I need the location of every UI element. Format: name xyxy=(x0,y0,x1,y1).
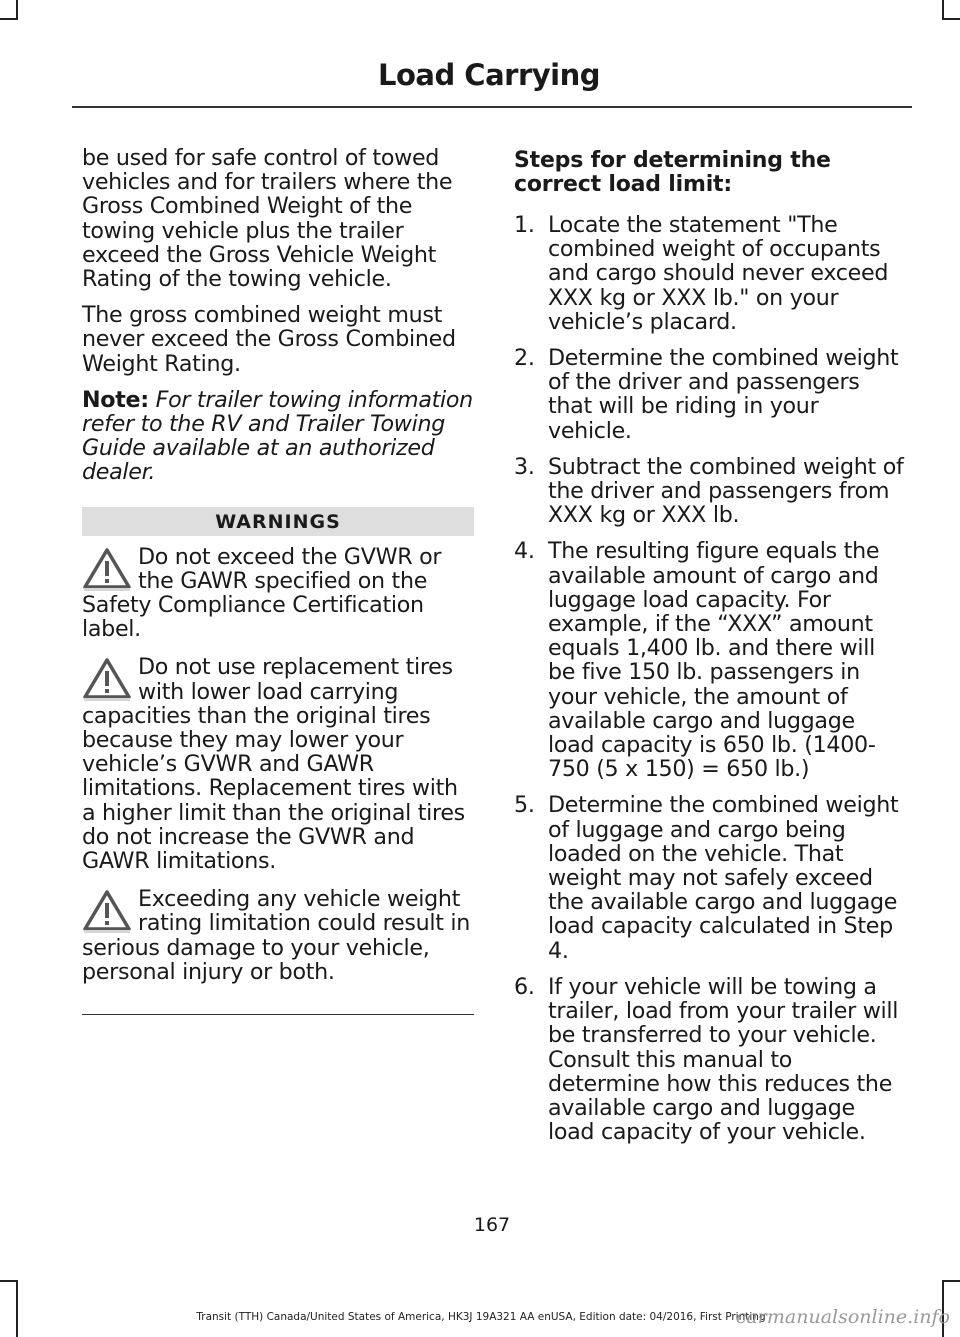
warnings-end-rule xyxy=(82,1014,474,1015)
warnings-heading: WARNINGS xyxy=(82,507,474,536)
crop-mark-top-right-h xyxy=(942,18,960,20)
list-item xyxy=(514,975,906,1144)
step-text: Determine the combined weight of the driver and passengers that will be riding in your vehicle. xyxy=(548,345,899,444)
warning-text: Do not use replacement tires with lower load carrying capacities than the original tires because they may lower your vehicle’s GVWR and GAWR limitations. Replacement tires with a higher limit than the original tires do not increase the GVWR and GAWR limitations. xyxy=(82,654,465,875)
steps-heading: Steps for determining the correct load limit: xyxy=(514,148,831,197)
warning-exceeding-weight-rating xyxy=(82,887,474,984)
crop-mark-bottom-right-h xyxy=(942,1280,960,1282)
step-number: 2. xyxy=(514,345,535,372)
step-number: 5. xyxy=(514,792,535,819)
step-text: If your vehicle will be towing a trailer, load from your trailer will be transferred to your vehicle. Consult this manual to determine how this reduces the available cargo and luggage load capacity of your vehicle. xyxy=(548,973,899,1146)
list-item xyxy=(514,539,906,781)
step-number: 6. xyxy=(514,973,535,1000)
step-text: Determine the combined weight of luggage and cargo being loaded on the vehicle. That weight may not safely exceed the available cargo and luggage load capacity calculated in Step 4. xyxy=(548,792,899,964)
crop-mark-top-left-h xyxy=(0,18,18,20)
list-item xyxy=(514,455,906,528)
steps-list xyxy=(514,213,906,1144)
footer-edition-text: Transit (TTH) Canada/United States of America, HK3J 19A321 AA enUSA, Edition date: 04/2016, First Printing xyxy=(196,1311,766,1323)
step-text: Subtract the combined weight of the driver and passengers from XXX kg or XXX lb. xyxy=(548,453,904,529)
paragraph-gross-combined-weight: The gross combined weight must never exceed the Gross Combined Weight Rating. xyxy=(82,302,456,377)
paragraph-towing-scope: be used for safe control of towed vehicles and for trailers where the Gross Combined Weight of the towing vehicle plus the trailer exceed the Gross Vehicle Weight Rating of the towing vehicle. xyxy=(82,145,453,293)
left-column xyxy=(82,146,474,1015)
header-rule xyxy=(72,106,912,108)
note-label: Note: xyxy=(82,386,149,413)
step-text: Locate the statement "The combined weight of occupants and cargo should never exceed XXX kg or XXX lb." on your vehicle’s placard. xyxy=(548,212,889,335)
section-title: Load Carrying xyxy=(377,58,600,92)
step-text: The resulting figure equals the available amount of cargo and luggage load capacity. For example, if the “XXX” amount equals 1,400 lb. and there will be five 150 lb. passengers in your vehicle, the amount of available cargo and luggage load capacity is 650 lb. (1400-750 (5 x 150) = 650 lb.) xyxy=(548,538,880,783)
list-item xyxy=(514,793,906,962)
crop-mark-top-right xyxy=(942,0,944,20)
watermark-link[interactable]: carmanualsonline.info xyxy=(735,1306,950,1328)
warning-triangle-icon xyxy=(82,547,132,591)
step-number: 4. xyxy=(514,538,535,565)
step-number: 1. xyxy=(514,212,535,238)
note-text: For trailer towing information refer to the RV and Trailer Towing Guide available at an authorized dealer. xyxy=(82,386,473,486)
warning-gvwr-gawr xyxy=(82,545,474,642)
crop-mark-bottom-left-h xyxy=(0,1280,18,1282)
warning-text: Do not exceed the GVWR or the GAWR specified on the Safety Compliance Certification label. xyxy=(82,543,442,643)
list-item xyxy=(514,346,906,443)
warning-text: Exceeding any vehicle weight rating limitation could result in serious damage to your vehicle, personal injury or both. xyxy=(82,886,471,985)
step-number: 3. xyxy=(514,453,535,480)
crop-mark-top-left xyxy=(16,0,18,20)
page-number: 167 xyxy=(473,1214,511,1236)
right-column xyxy=(514,146,906,1156)
warning-triangle-icon xyxy=(82,889,132,933)
crop-mark-bottom-left xyxy=(16,1280,18,1337)
warning-triangle-icon xyxy=(82,657,132,701)
list-item xyxy=(514,213,906,334)
note xyxy=(82,388,474,485)
warning-replacement-tires xyxy=(82,655,474,873)
